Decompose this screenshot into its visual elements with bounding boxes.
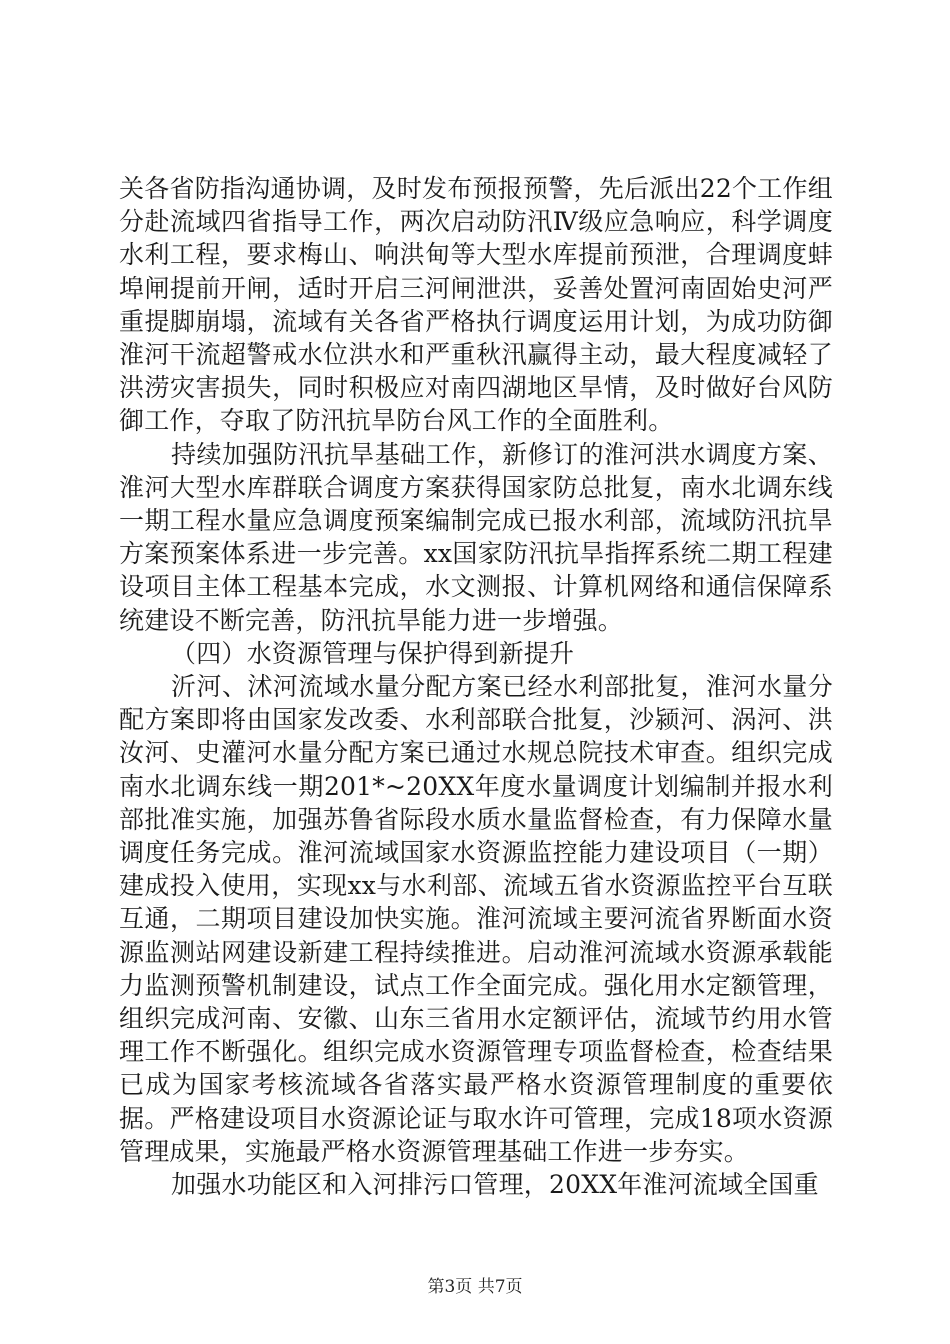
paragraph-3: 沂河、沭河流域水量分配方案已经水利部批复，淮河水量分配方案即将由国家发改委、水利部联合批复，沙颍河、涡河、洪汝河、史灌河水量分配方案已通过水规总院技术审查。组织完成南水北调东线一期201*~20XX年度水量调度计划编制并报水利部批准实施，加强苏鲁省际段水质水量监督检查，有力保障水量调度任务完成。淮河流域国家水资源监控能力建设项目（一期）建成投入使用，实现xx与水利部、流域五省水资源监控平台互联互通，二期项目建设加快实施。淮河流域主要河流省界断面水资源监测站网建设新建工程持续推进。启动淮河流域水资源承载能力监测预警机制建设，试点工作全面完成。强化用水定额管理，组织完成河南、安徽、山东三省用水定额评估，流域节约用水管理工作不断强化。组织完成水资源管理专项监督检查，检查结果已成为国家考核流域各省落实最严格水资源管理制度的重要依据。严格建设项目水资源论证与取水许可管理，完成18项水资源管理成果，实施最严格水资源管理基础工作进一步夯实。 — [119, 672, 833, 1166]
page-footer: 第3页 共7页 — [427, 1277, 523, 1297]
paragraph-2: 持续加强防汛抗旱基础工作，新修订的淮河洪水调度方案、淮河大型水库群联合调度方案获得国家防总批复，南水北调东线一期工程水量应急调度预案编制完成已报水利部，流域防汛抗旱方案预案体系进一步完善。xx国家防汛抗旱指挥系统二期工程建设项目主体工程基本完成，水文测报、计算机网络和通信保障系统建设不断完善，防汛抗旱能力进一步增强。 — [119, 439, 833, 635]
section-heading: （四）水资源管理与保护得到新提升 — [171, 638, 575, 668]
paragraph-1: 关各省防指沟通协调，及时发布预报预警，先后派出22个工作组分赴流域四省指导工作，两次启动防汛Ⅳ级应急响应，科学调度水利工程，要求梅山、响洪甸等大型水库提前预泄，合理调度蚌埠闸提前开闸，适时开启三河闸泄洪，妥善处置河南固始史河严重提脚崩塌，流域有关各省严格执行调度运用计划，为成功防御淮河干流超警戒水位洪水和严重秋汛赢得主动，最大程度减轻了洪涝灾害损失，同时积极应对南四湖地区旱情，及时做好台风防御工作，夺取了防汛抗旱防台风工作的全面胜利。 — [119, 174, 833, 436]
paragraph-4: 加强水功能区和入河排污口管理，20XX年淮河流域全国重 — [171, 1170, 819, 1200]
document-body — [119, 172, 833, 1201]
